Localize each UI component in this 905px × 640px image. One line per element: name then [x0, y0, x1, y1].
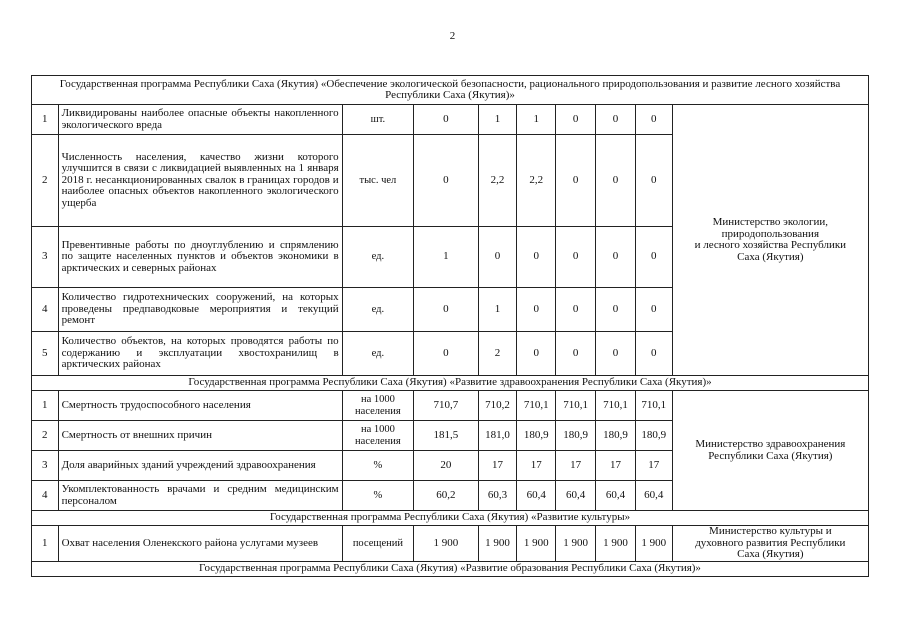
value-cell: 0: [414, 332, 478, 376]
value-cell: 0: [596, 227, 636, 288]
section-header-row: [32, 376, 869, 391]
unit-cell: %: [342, 451, 414, 481]
value-cell: 710,1: [517, 391, 556, 421]
value-cell: 1 900: [635, 526, 672, 562]
value-cell: 1: [517, 105, 556, 135]
section-title: Государственная программа Республики Саха (Якутия) «Развитие образования Республики Саха (Якутия)»: [32, 562, 869, 577]
value-cell: 0: [556, 105, 596, 135]
unit-cell: ед.: [342, 288, 414, 332]
value-cell: 20: [414, 451, 478, 481]
value-cell: 1 900: [596, 526, 636, 562]
value-cell: 0: [478, 227, 517, 288]
value-cell: 180,9: [517, 421, 556, 451]
value-cell: 0: [596, 135, 636, 227]
section-title: Государственная программа Республики Саха (Якутия) «Обеспечение экологической безопасности, рационального природопользования и развитие лесного хозяйства Республики Саха (Якутия)»: [32, 76, 869, 105]
value-cell: 0: [596, 288, 636, 332]
indicator-name: Количество гидротехнических сооружений, на которых проведены предпаводковые мероприятия и текущий ремонт: [58, 288, 342, 332]
unit-cell: на 1000 населения: [342, 421, 414, 451]
value-cell: 710,1: [635, 391, 672, 421]
unit-cell: ед.: [342, 227, 414, 288]
row-number: 2: [32, 421, 59, 451]
value-cell: 60,4: [596, 481, 636, 511]
row-number: 3: [32, 227, 59, 288]
value-cell: 2,2: [517, 135, 556, 227]
value-cell: 0: [414, 288, 478, 332]
section-title: Государственная программа Республики Саха (Якутия) «Развитие здравоохранения Республики Саха (Якутия)»: [32, 376, 869, 391]
value-cell: 180,9: [556, 421, 596, 451]
row-number: 1: [32, 526, 59, 562]
section-header-row: [32, 562, 869, 577]
indicators-table: [31, 75, 869, 577]
page-number: 2: [449, 30, 456, 42]
value-cell: 0: [556, 135, 596, 227]
value-cell: 60,2: [414, 481, 478, 511]
value-cell: 180,9: [635, 421, 672, 451]
section-header-row: [32, 511, 869, 526]
row-number: 5: [32, 332, 59, 376]
value-cell: 0: [635, 105, 672, 135]
value-cell: 0: [414, 135, 478, 227]
section-header-row: [32, 76, 869, 105]
value-cell: 60,4: [635, 481, 672, 511]
value-cell: 181,0: [478, 421, 517, 451]
row-number: 3: [32, 451, 59, 481]
unit-cell: %: [342, 481, 414, 511]
value-cell: 1 900: [478, 526, 517, 562]
value-cell: 181,5: [414, 421, 478, 451]
value-cell: 0: [596, 105, 636, 135]
unit-cell: ед.: [342, 332, 414, 376]
value-cell: 17: [596, 451, 636, 481]
value-cell: 0: [596, 332, 636, 376]
value-cell: 710,1: [556, 391, 596, 421]
value-cell: 0: [635, 135, 672, 227]
responsible-ministry: Министерство здравоохранения Республики Саха (Якутия): [672, 391, 868, 511]
value-cell: 0: [517, 227, 556, 288]
value-cell: 60,4: [556, 481, 596, 511]
value-cell: 60,3: [478, 481, 517, 511]
indicator-name: Превентивные работы по дноуглублению и спрямлению по защите населенных пунктов и объектов экономики в арктических и северных районах: [58, 227, 342, 288]
row-number: 1: [32, 391, 59, 421]
row-number: 4: [32, 288, 59, 332]
value-cell: 710,7: [414, 391, 478, 421]
unit-cell: посещений: [342, 526, 414, 562]
value-cell: 1 900: [556, 526, 596, 562]
value-cell: 1: [414, 227, 478, 288]
value-cell: 17: [556, 451, 596, 481]
value-cell: 0: [635, 227, 672, 288]
row-number: 1: [32, 105, 59, 135]
value-cell: 710,2: [478, 391, 517, 421]
unit-cell: тыс. чел: [342, 135, 414, 227]
table-row: [32, 105, 869, 135]
value-cell: 1: [478, 288, 517, 332]
value-cell: 17: [517, 451, 556, 481]
value-cell: 0: [517, 332, 556, 376]
value-cell: 0: [635, 332, 672, 376]
unit-cell: на 1000 населения: [342, 391, 414, 421]
indicator-name: Охват населения Оленекского района услугами музеев: [58, 526, 342, 562]
value-cell: 1 900: [517, 526, 556, 562]
value-cell: 17: [478, 451, 517, 481]
row-number: 2: [32, 135, 59, 227]
section-title: Государственная программа Республики Саха (Якутия) «Развитие культуры»: [32, 511, 869, 526]
row-number: 4: [32, 481, 59, 511]
indicator-name: Доля аварийных зданий учреждений здравоохранения: [58, 451, 342, 481]
value-cell: 0: [556, 227, 596, 288]
value-cell: 0: [635, 288, 672, 332]
value-cell: 0: [517, 288, 556, 332]
table-row: [32, 391, 869, 421]
responsible-ministry: Министерство экологии, природопользования и лесного хозяйства Республики Саха (Якутия): [672, 105, 868, 376]
indicator-name: Укомплектованность врачами и средним медицинским персоналом: [58, 481, 342, 511]
value-cell: 60,4: [517, 481, 556, 511]
value-cell: 17: [635, 451, 672, 481]
table-row: [32, 526, 869, 562]
value-cell: 710,1: [596, 391, 636, 421]
indicator-name: Ликвидированы наиболее опасные объекты накопленного экологического вреда: [58, 105, 342, 135]
value-cell: 180,9: [596, 421, 636, 451]
value-cell: 0: [556, 332, 596, 376]
indicator-name: Количество объектов, на которых проводятся работы по содержанию и эксплуатации хвостохранилищ в арктических районах: [58, 332, 342, 376]
value-cell: 2: [478, 332, 517, 376]
responsible-ministry: Министерство культуры и духовного развития Республики Саха (Якутия): [672, 526, 868, 562]
indicator-name: Смертность трудоспособного населения: [58, 391, 342, 421]
value-cell: 1: [478, 105, 517, 135]
value-cell: 0: [414, 105, 478, 135]
value-cell: 0: [556, 288, 596, 332]
value-cell: 1 900: [414, 526, 478, 562]
indicator-name: Численность населения, качество жизни которого улучшится в связи с ликвидацией выявленных на 1 января 2018 г. несанкционированных свалок в границах городов и наиболее опасных объектов накопленного экологического ущерба: [58, 135, 342, 227]
value-cell: 2,2: [478, 135, 517, 227]
indicator-name: Смертность от внешних причин: [58, 421, 342, 451]
unit-cell: шт.: [342, 105, 414, 135]
